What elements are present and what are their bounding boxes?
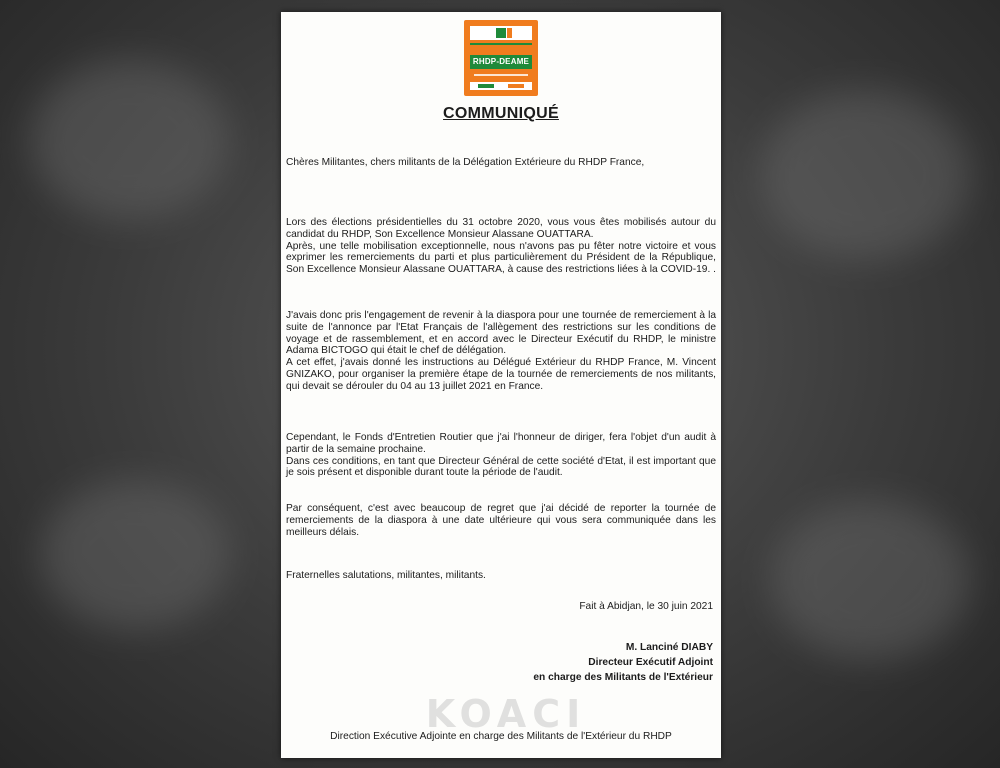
paragraph-2: [286, 310, 716, 393]
signatory-role: Directeur Exécutif Adjoint: [588, 657, 713, 668]
watermark: KOACI: [425, 692, 587, 736]
signatory-name: M. Lanciné DIABY: [625, 642, 713, 653]
communique-page: [281, 12, 721, 758]
paragraph-4: [286, 503, 716, 538]
signatory-scope: en charge des Militants de l'Extérieur: [533, 672, 713, 683]
logo-name: RHDP-DEAME: [470, 55, 532, 69]
paragraph-text: Lors des élections présidentielles du 31 octobre 2020, vous vous êtes mobilisés autour du candidat du RHDP, Son Excellence Monsieur Alassane OUATTARA.: [286, 217, 716, 240]
paragraph-text: J'avais donc pris l'engagement de revenir à la diaspora pour une tournée de remerciement à la suite de l'annonce par l'Etat Français de l'allègement des restrictions sur les conditions de voyage et de rassemblement, et en accord avec le Directeur Exécutif du RHDP, le ministre Adama BICTOGO qui était le chef de délégation.: [286, 310, 716, 357]
paragraph-1: [286, 217, 716, 276]
paragraph-3: [286, 432, 716, 479]
closing-salutation: Fraternelles salutations, militantes, militants.: [286, 570, 486, 581]
paragraph-text: Dans ces conditions, en tant que Directeur Général de cette société d'Etat, il est important que je sois présent et disponible durant toute la période de l'audit.: [286, 455, 716, 479]
rhdp-logo: [464, 20, 538, 96]
signature-block: [533, 640, 713, 685]
paragraph-text: Après, une telle mobilisation exceptionnelle, nous n'avons pas pu fêter notre victoire et vous exprimer les remerciements du parti et plus particulièrement du Président de la République, Son Excellence Monsieur Alassane OUATTARA, à cause des restrictions liées à la COVID-19. .: [286, 240, 716, 276]
date-line: Fait à Abidjan, le 30 juin 2021: [579, 601, 713, 612]
paragraph-text: Cependant, le Fonds d'Entretien Routier que j'ai l'honneur de diriger, fera l'objet d'un audit à partir de la semaine prochaine.: [286, 432, 716, 455]
greeting: Chères Militantes, chers militants de la Délégation Extérieure du RHDP France,: [286, 157, 645, 168]
document-title: COMMUNIQUÉ: [443, 105, 559, 122]
paragraph-text: A cet effet, j'avais donné les instructions au Délégué Extérieur du RHDP France, M. Vincent GNIZAKO, pour organiser la première étape de la tournée de remerciements de nos militants, qui devait se dérouler du 04 au 13 juillet 2021 en France.: [286, 357, 716, 392]
footer: Direction Exécutive Adjointe en charge des Militants de l'Extérieur du RHDP: [330, 731, 672, 742]
paragraph-text: Par conséquent, c'est avec beaucoup de regret que j'ai décidé de reporter la tournée de remerciements de la diaspora à une date ultérieure qui vous sera communiquée dans les meilleurs délais.: [286, 503, 716, 538]
